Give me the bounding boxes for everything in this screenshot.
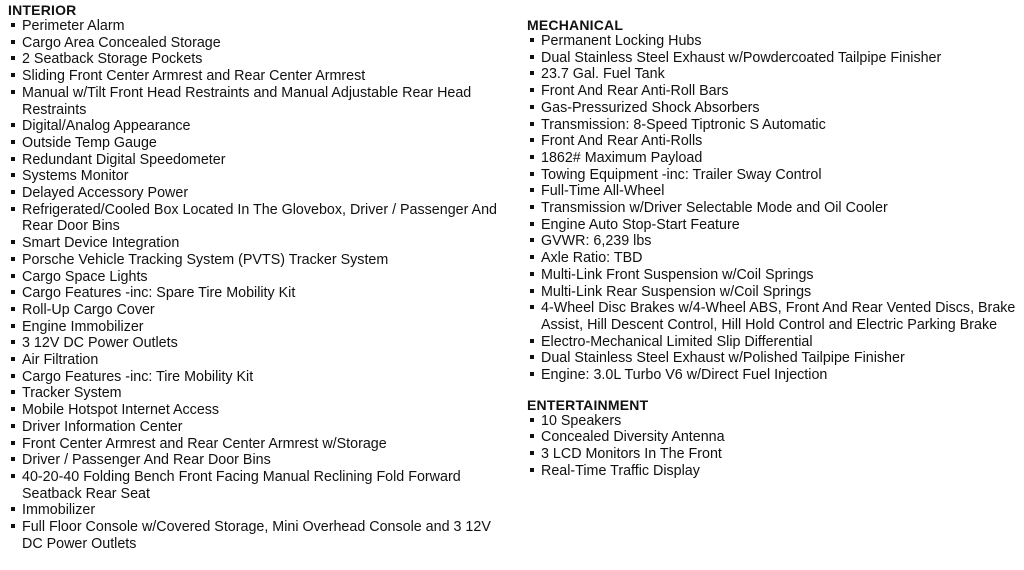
list-item: Delayed Accessory Power bbox=[8, 185, 513, 202]
list-item: Redundant Digital Speedometer bbox=[8, 152, 513, 169]
list-item: Engine: 3.0L Turbo V6 w/Direct Fuel Injection bbox=[527, 367, 1019, 384]
list-item: Air Filtration bbox=[8, 352, 513, 369]
mechanical-heading: MECHANICAL bbox=[527, 17, 624, 33]
list-item: Cargo Space Lights bbox=[8, 269, 513, 286]
list-item: 2 Seatback Storage Pockets bbox=[8, 51, 513, 68]
list-item: 40-20-40 Folding Bench Front Facing Manual Reclining Fold Forward Seatback Rear Seat bbox=[8, 469, 513, 502]
list-item: Digital/Analog Appearance bbox=[8, 118, 513, 135]
list-item: Sliding Front Center Armrest and Rear Center Armrest bbox=[8, 68, 513, 85]
list-item: 1862# Maximum Payload bbox=[527, 150, 1019, 167]
interior-heading: INTERIOR bbox=[8, 2, 77, 18]
list-item: Transmission: 8-Speed Tiptronic S Automatic bbox=[527, 117, 1019, 134]
list-item: Cargo Area Concealed Storage bbox=[8, 35, 513, 52]
list-item: Dual Stainless Steel Exhaust w/Powdercoated Tailpipe Finisher bbox=[527, 50, 1019, 67]
list-item: Axle Ratio: TBD bbox=[527, 250, 1019, 267]
interior-list bbox=[8, 18, 513, 553]
list-item: Manual w/Tilt Front Head Restraints and Manual Adjustable Rear Head Restraints bbox=[8, 85, 513, 118]
list-item: Perimeter Alarm bbox=[8, 18, 513, 35]
list-item: Cargo Features -inc: Spare Tire Mobility Kit bbox=[8, 285, 513, 302]
list-item: Smart Device Integration bbox=[8, 235, 513, 252]
list-item: Engine Immobilizer bbox=[8, 319, 513, 336]
list-item: Driver / Passenger And Rear Door Bins bbox=[8, 452, 513, 469]
list-item: GVWR: 6,239 lbs bbox=[527, 233, 1019, 250]
list-item: Engine Auto Stop-Start Feature bbox=[527, 217, 1019, 234]
list-item: Front Center Armrest and Rear Center Armrest w/Storage bbox=[8, 436, 513, 453]
list-item: Full Floor Console w/Covered Storage, Mini Overhead Console and 3 12V DC Power Outlets bbox=[8, 519, 513, 552]
list-item: Multi-Link Front Suspension w/Coil Springs bbox=[527, 267, 1019, 284]
list-item: Immobilizer bbox=[8, 502, 513, 519]
entertainment-heading: ENTERTAINMENT bbox=[527, 396, 649, 413]
list-item: Mobile Hotspot Internet Access bbox=[8, 402, 513, 419]
left-column bbox=[8, 2, 513, 553]
mechanical-list bbox=[527, 33, 1019, 384]
right-column bbox=[527, 17, 1019, 480]
interior-section bbox=[8, 2, 513, 553]
list-item: Transmission w/Driver Selectable Mode and Oil Cooler bbox=[527, 200, 1019, 217]
list-item: Concealed Diversity Antenna bbox=[527, 429, 1019, 446]
list-item: Systems Monitor bbox=[8, 168, 513, 185]
list-item: Front And Rear Anti-Rolls bbox=[527, 133, 1019, 150]
list-item: Tracker System bbox=[8, 385, 513, 402]
entertainment-list bbox=[527, 413, 1019, 480]
list-item: Electro-Mechanical Limited Slip Differential bbox=[527, 334, 1019, 351]
list-item: Towing Equipment -inc: Trailer Sway Control bbox=[527, 167, 1019, 184]
entertainment-section bbox=[527, 397, 1019, 480]
list-item: Cargo Features -inc: Tire Mobility Kit bbox=[8, 369, 513, 386]
list-item: Multi-Link Rear Suspension w/Coil Springs bbox=[527, 284, 1019, 301]
mechanical-section bbox=[527, 17, 1019, 384]
list-item: Permanent Locking Hubs bbox=[527, 33, 1019, 50]
list-item: 4-Wheel Disc Brakes w/4-Wheel ABS, Front And Rear Vented Discs, Brake Assist, Hill Descent Control, Hill Hold Control and Electric Parking Brake bbox=[527, 300, 1019, 333]
list-item: Driver Information Center bbox=[8, 419, 513, 436]
list-item: Porsche Vehicle Tracking System (PVTS) Tracker System bbox=[8, 252, 513, 269]
list-item: 10 Speakers bbox=[527, 413, 1019, 430]
list-item: 23.7 Gal. Fuel Tank bbox=[527, 66, 1019, 83]
list-item: Real-Time Traffic Display bbox=[527, 463, 1019, 480]
list-item: Refrigerated/Cooled Box Located In The Glovebox, Driver / Passenger And Rear Door Bins bbox=[8, 202, 513, 235]
list-item: Full-Time All-Wheel bbox=[527, 183, 1019, 200]
list-item: 3 LCD Monitors In The Front bbox=[527, 446, 1019, 463]
list-item: Roll-Up Cargo Cover bbox=[8, 302, 513, 319]
list-item: Front And Rear Anti-Roll Bars bbox=[527, 83, 1019, 100]
list-item: Dual Stainless Steel Exhaust w/Polished Tailpipe Finisher bbox=[527, 350, 1019, 367]
list-item: Gas-Pressurized Shock Absorbers bbox=[527, 100, 1019, 117]
list-item: Outside Temp Gauge bbox=[8, 135, 513, 152]
list-item: 3 12V DC Power Outlets bbox=[8, 335, 513, 352]
